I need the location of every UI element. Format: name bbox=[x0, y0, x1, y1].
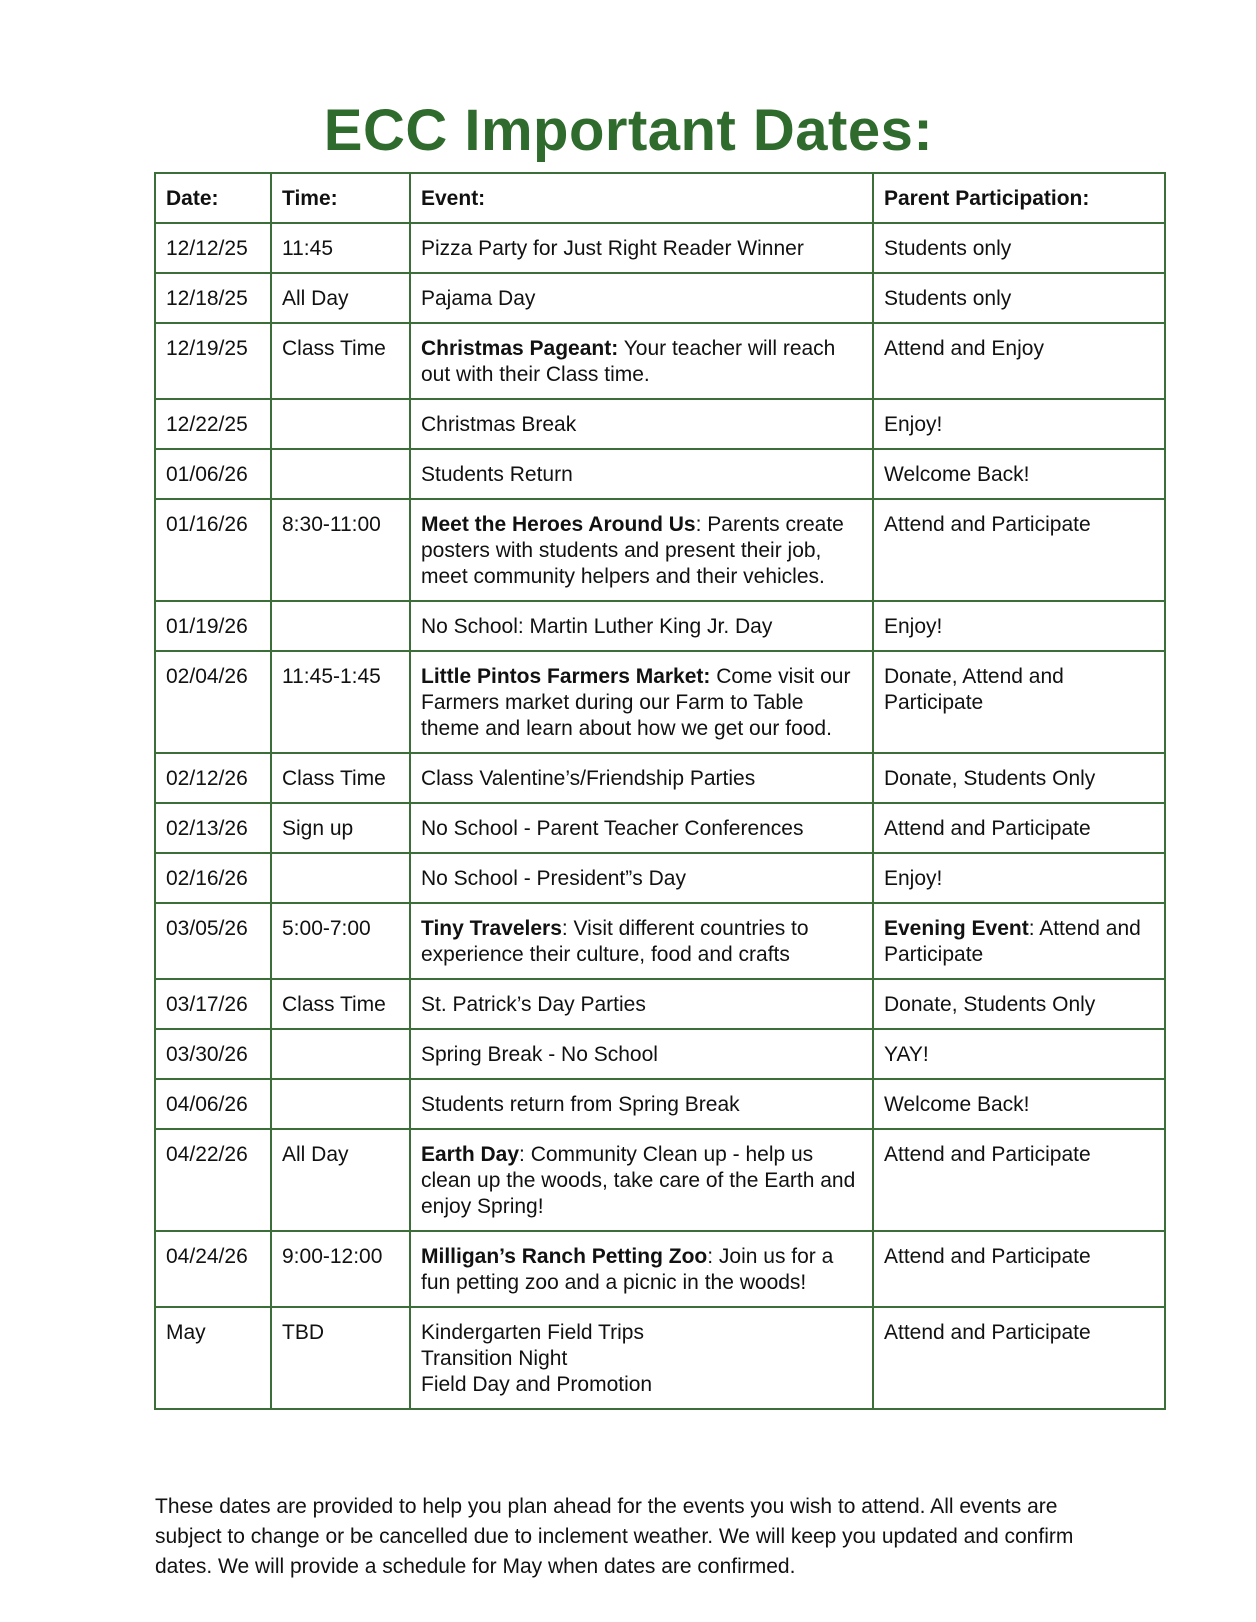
cell-date: 01/16/26 bbox=[155, 499, 271, 601]
cell-date: 03/30/26 bbox=[155, 1029, 271, 1079]
table-row bbox=[155, 1079, 1165, 1129]
table-row bbox=[155, 449, 1165, 499]
cell-parent-participation-text: Welcome Back! bbox=[884, 463, 1030, 486]
cell-event bbox=[410, 1129, 873, 1231]
cell-event-text: No School - President”s Day bbox=[421, 867, 686, 890]
cell-date: 12/19/25 bbox=[155, 323, 271, 399]
cell-event bbox=[410, 223, 873, 273]
cell-parent-participation bbox=[873, 651, 1165, 753]
cell-event-bold: Little Pintos Farmers Market: bbox=[421, 665, 711, 688]
cell-parent-participation bbox=[873, 601, 1165, 651]
cell-parent-participation-text: : Attend and Participate bbox=[884, 917, 1141, 966]
table-row bbox=[155, 853, 1165, 903]
cell-time: 11:45 bbox=[271, 223, 410, 273]
cell-parent-participation bbox=[873, 1231, 1165, 1307]
cell-event bbox=[410, 753, 873, 803]
cell-event-bold: Milligan’s Ranch Petting Zoo bbox=[421, 1245, 708, 1268]
header-event: Event: bbox=[410, 173, 873, 223]
cell-parent-participation-text: Attend and Participate bbox=[884, 1245, 1091, 1268]
cell-date: 02/16/26 bbox=[155, 853, 271, 903]
header-parent-participation: Parent Participation: bbox=[873, 173, 1165, 223]
cell-parent-participation-bold: Evening Event bbox=[884, 917, 1029, 940]
footer-note: These dates are provided to help you plan ahead for the events you wish to attend. All events are subject to change or be cancelled due to inclement weather. We will keep you updated and confirm dates. We will provide a schedule for May when dates are confirmed. bbox=[155, 1495, 1074, 1578]
header-time: Time: bbox=[271, 173, 410, 223]
cell-event bbox=[410, 853, 873, 903]
cell-event-text: Class Valentine’s/Friendship Parties bbox=[421, 767, 756, 790]
cell-event-bold: Tiny Travelers bbox=[421, 917, 562, 940]
cell-parent-participation bbox=[873, 449, 1165, 499]
cell-parent-participation bbox=[873, 323, 1165, 399]
cell-parent-participation bbox=[873, 903, 1165, 979]
cell-date: 04/06/26 bbox=[155, 1079, 271, 1129]
cell-event-text: Come visit our Farmers market during our Farm to Table theme and learn about how we get our food. bbox=[421, 665, 851, 740]
cell-parent-participation-text: Welcome Back! bbox=[884, 1093, 1030, 1116]
cell-time bbox=[271, 1029, 410, 1079]
cell-event bbox=[410, 1307, 873, 1409]
event-line: Transition Night bbox=[421, 1347, 568, 1370]
cell-parent-participation bbox=[873, 1029, 1165, 1079]
cell-parent-participation-text: Students only bbox=[884, 287, 1012, 310]
cell-time: 8:30-11:00 bbox=[271, 499, 410, 601]
cell-parent-participation-text: Attend and Enjoy bbox=[884, 337, 1044, 360]
table-row bbox=[155, 323, 1165, 399]
cell-parent-participation-text: YAY! bbox=[884, 1043, 929, 1066]
cell-date: 04/22/26 bbox=[155, 1129, 271, 1231]
cell-time bbox=[271, 853, 410, 903]
cell-event-text: Pizza Party for Just Right Reader Winner bbox=[421, 237, 804, 260]
cell-time: 11:45-1:45 bbox=[271, 651, 410, 753]
cell-date: 04/24/26 bbox=[155, 1231, 271, 1307]
cell-time: 5:00-7:00 bbox=[271, 903, 410, 979]
table-row bbox=[155, 753, 1165, 803]
cell-time: All Day bbox=[271, 1129, 410, 1231]
cell-event-text: No School: Martin Luther King Jr. Day bbox=[421, 615, 773, 638]
cell-event-bold: Earth Day bbox=[421, 1143, 520, 1166]
cell-time bbox=[271, 1079, 410, 1129]
event-line: Field Day and Promotion bbox=[421, 1373, 653, 1396]
table-row bbox=[155, 499, 1165, 601]
table-row bbox=[155, 803, 1165, 853]
cell-event-text: : Join us for a fun petting zoo and a picnic in the woods! bbox=[421, 1245, 834, 1294]
cell-date: 03/05/26 bbox=[155, 903, 271, 979]
cell-event-text: Your teacher will reach out with their Class time. bbox=[421, 337, 836, 386]
table-row bbox=[155, 1231, 1165, 1307]
cell-parent-participation bbox=[873, 1079, 1165, 1129]
cell-parent-participation bbox=[873, 399, 1165, 449]
cell-parent-participation bbox=[873, 853, 1165, 903]
cell-event-text: Christmas Break bbox=[421, 413, 577, 436]
cell-event bbox=[410, 601, 873, 651]
cell-parent-participation-text: Enjoy! bbox=[884, 615, 943, 638]
cell-date: 03/17/26 bbox=[155, 979, 271, 1029]
cell-event bbox=[410, 979, 873, 1029]
cell-time bbox=[271, 601, 410, 651]
cell-date: 02/12/26 bbox=[155, 753, 271, 803]
cell-parent-participation bbox=[873, 803, 1165, 853]
cell-event bbox=[410, 1231, 873, 1307]
cell-parent-participation bbox=[873, 499, 1165, 601]
table-row bbox=[155, 651, 1165, 753]
cell-parent-participation bbox=[873, 223, 1165, 273]
table-body bbox=[155, 223, 1165, 1409]
cell-time: 9:00-12:00 bbox=[271, 1231, 410, 1307]
cell-parent-participation bbox=[873, 979, 1165, 1029]
table-row bbox=[155, 399, 1165, 449]
cell-event bbox=[410, 903, 873, 979]
cell-date: 12/18/25 bbox=[155, 273, 271, 323]
cell-time: Class Time bbox=[271, 753, 410, 803]
cell-event bbox=[410, 273, 873, 323]
page-title: ECC Important Dates: bbox=[323, 97, 934, 163]
cell-event-text: : Parents create posters with students and present their job, meet community helpers and their vehicles. bbox=[421, 513, 844, 588]
cell-parent-participation-text: Donate, Attend and Participate bbox=[884, 665, 1064, 714]
cell-date: 01/06/26 bbox=[155, 449, 271, 499]
cell-event bbox=[410, 499, 873, 601]
cell-event-bold: Christmas Pageant: bbox=[421, 337, 619, 360]
cell-event bbox=[410, 323, 873, 399]
cell-event-text: : Visit different countries to experience their culture, food and crafts bbox=[421, 917, 809, 966]
cell-parent-participation bbox=[873, 753, 1165, 803]
cell-time: TBD bbox=[271, 1307, 410, 1409]
cell-parent-participation-text: Donate, Students Only bbox=[884, 993, 1096, 1016]
table-row-may bbox=[155, 1307, 1165, 1409]
cell-event bbox=[410, 803, 873, 853]
table-row bbox=[155, 903, 1165, 979]
table-row bbox=[155, 979, 1165, 1029]
table-row bbox=[155, 223, 1165, 273]
cell-date: May bbox=[155, 1307, 271, 1409]
cell-date: 12/22/25 bbox=[155, 399, 271, 449]
cell-parent-participation-text: Donate, Students Only bbox=[884, 767, 1096, 790]
cell-event-text: No School - Parent Teacher Conferences bbox=[421, 817, 804, 840]
cell-time: Class Time bbox=[271, 979, 410, 1029]
cell-parent-participation bbox=[873, 273, 1165, 323]
cell-event-text: St. Patrick’s Day Parties bbox=[421, 993, 646, 1016]
cell-date: 12/12/25 bbox=[155, 223, 271, 273]
header-date: Date: bbox=[155, 173, 271, 223]
cell-event-text: : Community Clean up - help us clean up the woods, take care of the Earth and enjoy Spring! bbox=[421, 1143, 856, 1218]
cell-event-text: Students Return bbox=[421, 463, 573, 486]
cell-time: Sign up bbox=[271, 803, 410, 853]
cell-date: 02/13/26 bbox=[155, 803, 271, 853]
cell-event-text: Students return from Spring Break bbox=[421, 1093, 740, 1116]
cell-parent-participation bbox=[873, 1129, 1165, 1231]
cell-parent-participation-text: Attend and Participate bbox=[884, 1143, 1091, 1166]
table-row bbox=[155, 601, 1165, 651]
cell-event bbox=[410, 1079, 873, 1129]
table-row bbox=[155, 1029, 1165, 1079]
cell-event-bold: Meet the Heroes Around Us bbox=[421, 513, 696, 536]
important-dates-table bbox=[154, 172, 1166, 1410]
cell-time: Class Time bbox=[271, 323, 410, 399]
header-row bbox=[155, 173, 1165, 223]
cell-parent-participation-text: Students only bbox=[884, 237, 1012, 260]
table-row bbox=[155, 273, 1165, 323]
cell-date: 02/04/26 bbox=[155, 651, 271, 753]
table-row bbox=[155, 1129, 1165, 1231]
cell-event bbox=[410, 449, 873, 499]
cell-event bbox=[410, 399, 873, 449]
cell-parent-participation-text: Enjoy! bbox=[884, 413, 943, 436]
cell-event bbox=[410, 1029, 873, 1079]
cell-parent-participation-text: Attend and Participate bbox=[884, 513, 1091, 536]
cell-time bbox=[271, 449, 410, 499]
cell-parent-participation-text: Enjoy! bbox=[884, 867, 943, 890]
cell-event bbox=[410, 651, 873, 753]
cell-event-text: Pajama Day bbox=[421, 287, 536, 310]
cell-time bbox=[271, 399, 410, 449]
cell-date: 01/19/26 bbox=[155, 601, 271, 651]
cell-time: All Day bbox=[271, 273, 410, 323]
cell-event-text: Spring Break - No School bbox=[421, 1043, 658, 1066]
event-line: Kindergarten Field Trips bbox=[421, 1321, 644, 1344]
cell-parent-participation: Attend and Participate bbox=[873, 1307, 1165, 1409]
cell-parent-participation-text: Attend and Participate bbox=[884, 817, 1091, 840]
